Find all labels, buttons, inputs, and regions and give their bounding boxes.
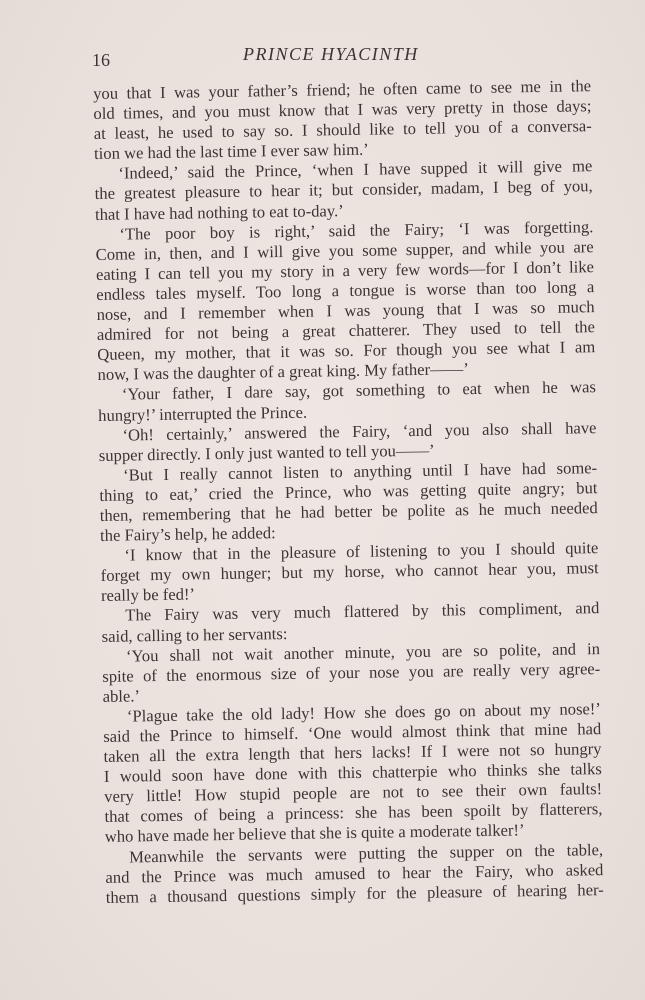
text-line: eating I can tell you my story in a very few words—for I don’t like xyxy=(95,256,595,284)
text-line: the greatest pleasure to hear it; but consider, madam, I beg of you, xyxy=(94,176,593,204)
text-line: ‘Oh! certainly,’ answered the Fairy, ‘and you also shall have xyxy=(122,417,597,445)
text-line: really be fed!’ xyxy=(100,584,196,606)
text-line: ‘Plague take the old lady! How she does go on about my nose!’ xyxy=(126,699,602,726)
text-line: supper directly. I only just wanted to tell you——’ xyxy=(98,440,435,465)
text-line: very little! How stupid people are not to see their own faults! xyxy=(104,779,603,807)
text-line: who have made her believe that she is quite a moderate talker!’ xyxy=(104,820,525,847)
text-line: spite of the enormous size of your nose you are really very agree- xyxy=(102,658,601,686)
text-line: forget my own hunger; but my horse, who cannot hear you, must xyxy=(100,558,599,586)
text-line: ‘The poor boy is right,’ said the Fairy; ‘I was forgetting. xyxy=(119,216,594,244)
text-line: now, I was the daughter of a great king. My father——’ xyxy=(97,359,469,385)
running-head: PRINCE HYACINTH xyxy=(243,44,419,64)
text-line: ‘You shall not wait another minute, you are so polite, and in xyxy=(125,638,601,666)
text-line: said the Prince to himself. ‘One would almost think that mine had xyxy=(103,719,602,746)
text-line: said, calling to her servants: xyxy=(101,623,288,646)
text-line: ‘But I really cannot listen to anything until I have had some- xyxy=(122,457,598,485)
text-line: taken all the extra length that hers lacks! If I were not so hungry xyxy=(103,739,602,767)
text-line: admired for not being a great chatterer. They used to tell the xyxy=(96,317,596,345)
text-line: The Fairy was very much flattered by this compliment, and xyxy=(125,598,600,625)
text-line: old times, and you must know that I was very pretty in those days; xyxy=(93,96,592,124)
text-line: Queen, my mother, that it was so. For though you see what I am xyxy=(97,337,596,365)
text-line: that I have had nothing to eat to-day.’ xyxy=(94,200,344,224)
text-line: and the Prince was much amused to hear the Fairy, who asked xyxy=(105,859,604,887)
text-line: tion we had the last time I ever saw him.’ xyxy=(93,139,369,164)
text-line: Come in, then, and I will give you some supper, and while you are xyxy=(95,236,594,264)
text-line: them a thousand questions simply for the pleasure of hearing her- xyxy=(105,879,604,907)
text-line: nose, and I remember when I was young that I was so much xyxy=(96,297,595,325)
text-line: that comes of being a princess: she has been spoilt by flatterers, xyxy=(104,799,603,827)
text-line: ‘Your father, I dare say, got something to eat when he was xyxy=(121,377,596,404)
text-line: ‘I know that in the pleasure of listening to you I should quite xyxy=(124,538,599,565)
text-line: then, remembering that he had better be polite as he much needed xyxy=(99,498,598,525)
text-line: endless tales myself. Too long a tongue is worse than too long a xyxy=(96,277,595,304)
text-line: Meanwhile the servants were putting the supper on the table, xyxy=(128,839,604,867)
text-line: I would soon have done with this chatterpie who thinks she talks xyxy=(103,759,602,787)
page-number: 16 xyxy=(92,50,110,70)
text-line: you that I was your father’s friend; he often came to see me in the xyxy=(93,76,592,103)
text-line: ‘Indeed,’ said the Prince, ‘when I have supped it will give me xyxy=(118,156,593,183)
text-line: at least, he used to say so. I should like to tell you of a conversa- xyxy=(93,116,592,144)
text-line: hungry!’ interrupted the Prince. xyxy=(98,402,308,425)
text-line: able.’ xyxy=(102,686,141,706)
text-line: the Fairy’s help, he added: xyxy=(99,523,276,546)
body-text xyxy=(93,76,604,908)
text-line: thing to eat,’ cried the Prince, who was getting quite angry; but xyxy=(99,478,598,505)
